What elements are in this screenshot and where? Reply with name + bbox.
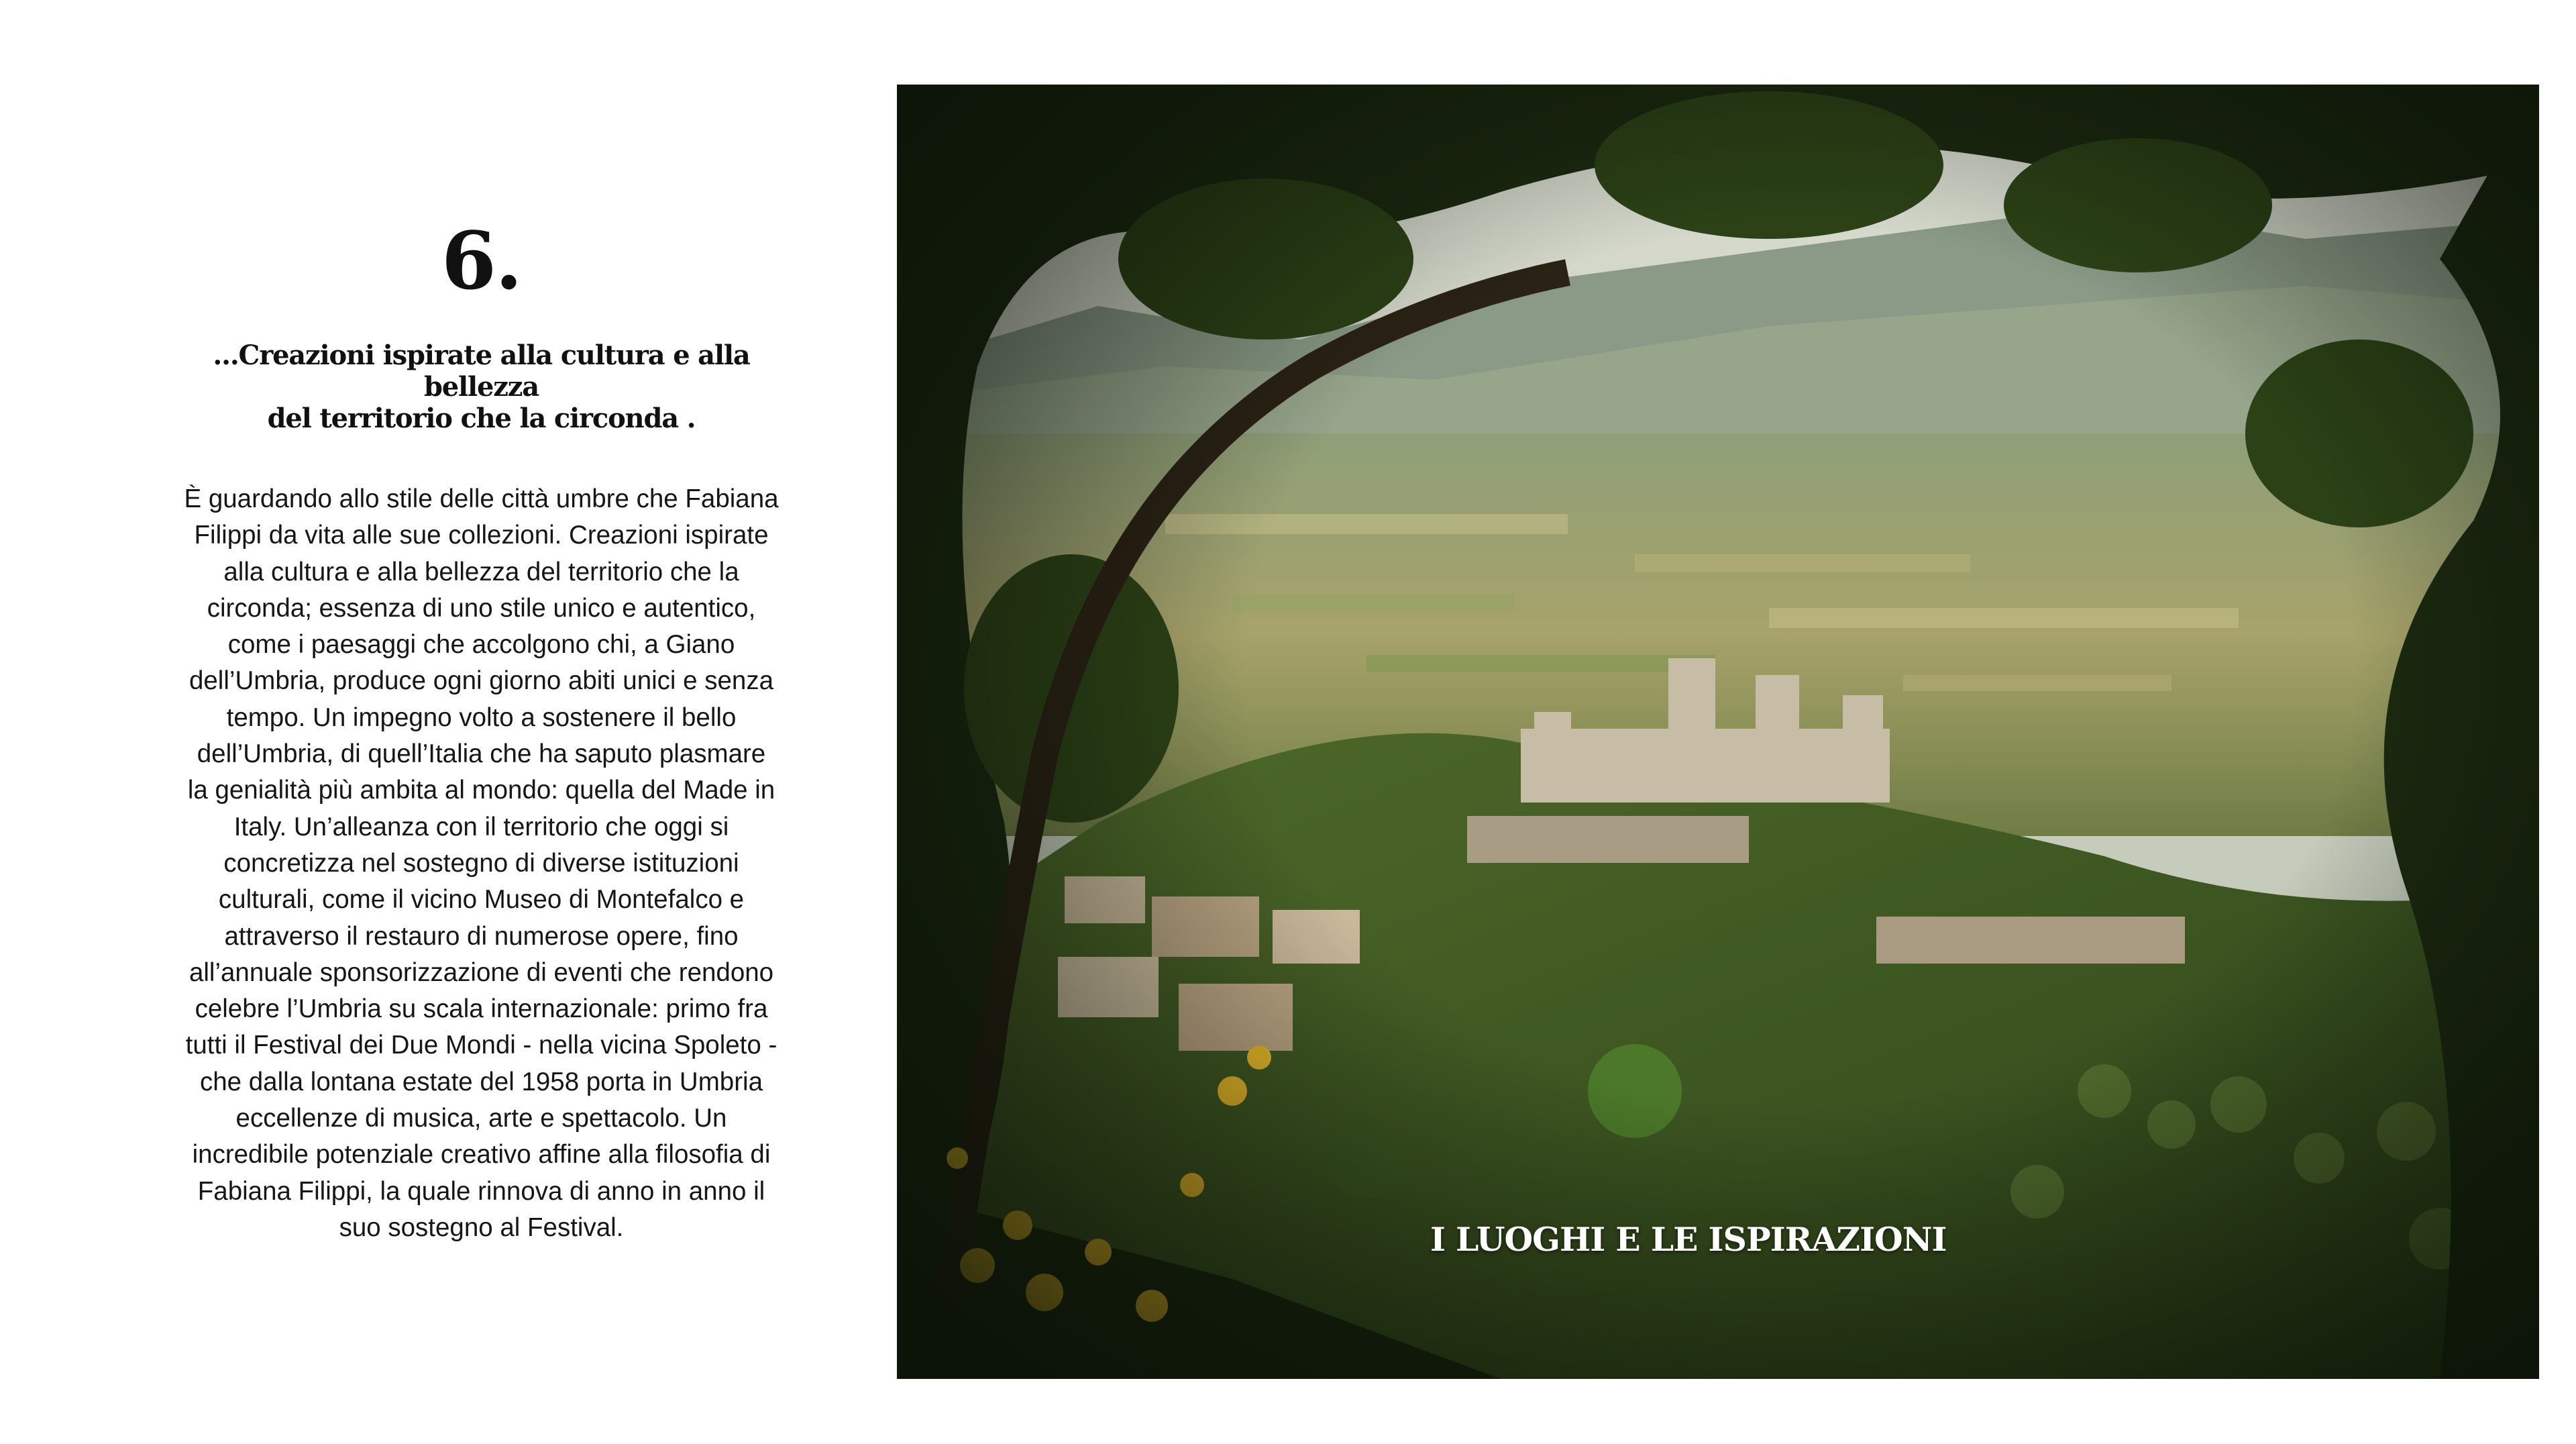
body-line: tempo. Un impegno volto a sostenere il bello — [226, 703, 737, 732]
subtitle-line: del territorio che la circonda . — [267, 403, 696, 434]
body-line: dell’Umbria, di quell’Italia che ha saputo plasmare — [197, 739, 766, 769]
photo-caption: I LUOGHI E LE ISPIRAZIONI — [1430, 1220, 1947, 1259]
body-line: come i paesaggi che accolgono chi, a Giano — [227, 630, 735, 660]
section-number: 6. — [441, 214, 522, 307]
body-line: attraverso il restauro di numerose opere, fino — [224, 921, 739, 951]
vignette — [897, 85, 2539, 1379]
body-line: che dalla lontana estate del 1958 porta in Umbria — [200, 1067, 763, 1096]
body-line: suo sostegno al Festival. — [339, 1213, 624, 1242]
body-line: alla cultura e alla bellezza del territorio che la — [223, 557, 739, 586]
section-subtitle — [164, 340, 798, 434]
body-line: all’annuale sponsorizzazione di eventi che rendono — [189, 958, 774, 987]
body-line: concretizza nel sostegno di diverse istituzioni — [223, 848, 739, 878]
body-line: Italy. Un’alleanza con il territorio che oggi si — [233, 812, 729, 841]
body-line: Fabiana Filippi, la quale rinnova di anno in anno il — [197, 1176, 765, 1206]
body-line: eccellenze di musica, arte e spettacolo. Un — [235, 1104, 727, 1133]
body-paragraph — [164, 481, 798, 1246]
body-line: È guardando allo stile delle città umbre che Fabiana — [184, 484, 779, 513]
body-line: incredibile potenziale creativo affine alla filosofia di — [192, 1140, 771, 1170]
body-line: circonda; essenza di uno stile unico e autentico, — [207, 593, 756, 623]
landscape-illustration — [897, 85, 2539, 1379]
body-line: culturali, come il vicino Museo di Montefalco e — [218, 885, 745, 915]
body-line: dell’Umbria, produce ogni giorno abiti unici e senza — [189, 666, 774, 696]
text-column — [164, 214, 798, 1246]
subtitle-line: ...Creazioni ispirate alla cultura e alla bellezza — [213, 340, 750, 403]
body-line: Filippi da vita alle sue collezioni. Creazioni ispirate — [194, 521, 769, 550]
body-line: celebre l’Umbria su scala internazionale: primo fra — [195, 994, 768, 1024]
landscape-photo — [897, 85, 2539, 1379]
body-line: tutti il Festival dei Due Mondi - nella vicina Spoleto - — [185, 1031, 777, 1060]
body-line: la genialità più ambita al mondo: quella del Made in — [187, 776, 775, 805]
